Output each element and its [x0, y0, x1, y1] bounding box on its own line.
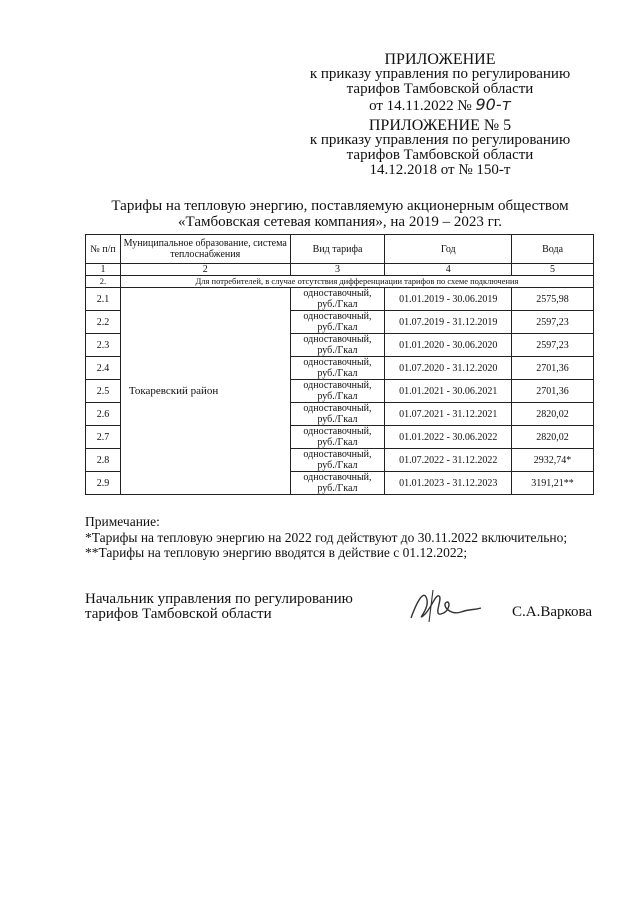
row-period: 01.01.2019 - 30.06.2019: [385, 288, 512, 311]
row-type: одноставочный, руб./Гкал: [290, 334, 385, 357]
row-value: 2597,23: [512, 311, 594, 334]
signature-graphic: [405, 586, 485, 626]
appendix-header: [290, 52, 590, 114]
row-period: 01.07.2022 - 31.12.2022: [385, 449, 512, 472]
row-type: одноставочный, руб./Гкал: [290, 380, 385, 403]
row-value: 2932,74*: [512, 449, 594, 472]
row-value: 2701,36: [512, 380, 594, 403]
row-value: 2820,02: [512, 403, 594, 426]
appendix-date-text: от 14.11.2022 №: [369, 98, 472, 114]
appendix-date: [290, 97, 590, 114]
row-period: 01.01.2022 - 30.06.2022: [385, 426, 512, 449]
row-num: 2.8: [86, 449, 121, 472]
header-num: № п/п: [86, 235, 121, 264]
order-number-handwritten: 90-т: [475, 95, 511, 114]
appendix5-line3: 14.12.2018 от № 150-т: [369, 162, 511, 178]
row-num: 2.1: [86, 288, 121, 311]
position-line1: Начальник управления по регулированию: [85, 591, 353, 607]
row-period: 01.07.2019 - 31.12.2019: [385, 311, 512, 334]
col-number: 1: [86, 264, 121, 276]
signatory-name: С.А.Варкова: [512, 604, 593, 620]
row-period: 01.07.2021 - 31.12.2021: [385, 403, 512, 426]
header-year: Год: [385, 235, 512, 264]
appendix-title: ПРИЛОЖЕНИЕ: [384, 51, 496, 68]
row-type: одноставочный, руб./Гкал: [290, 311, 385, 334]
row-num: 2.5: [86, 380, 121, 403]
header-municipality: Муниципальное образование, система теплоснабжения: [120, 235, 290, 264]
row-num: 2.2: [86, 311, 121, 334]
header-tariff-type: Вид тарифа: [290, 235, 385, 264]
row-type: одноставочный, руб./Гкал: [290, 288, 385, 311]
appendix5-line1: к приказу управления по регулированию: [309, 132, 571, 148]
note-2: **Тарифы на тепловую энергию вводятся в действие с 01.12.2022;: [85, 545, 468, 560]
col-number: 3: [290, 264, 385, 276]
appendix5-line2: тарифов Тамбовской области: [346, 147, 534, 163]
table-header-row: [86, 235, 594, 264]
appendix5-title: ПРИЛОЖЕНИЕ № 5: [368, 117, 512, 134]
row-period: 01.01.2023 - 31.12.2023: [385, 472, 512, 495]
handwritten-signature: [405, 586, 485, 631]
row-type: одноставочный, руб./Гкал: [290, 449, 385, 472]
tariff-table: [85, 234, 594, 495]
row-type: одноставочный, руб./Гкал: [290, 403, 385, 426]
row-num: 2.4: [86, 357, 121, 380]
row-type: одноставочный, руб./Гкал: [290, 426, 385, 449]
document-title-line2: «Тамбовская сетевая компания», на 2019 – 2023 гг.: [178, 214, 502, 230]
signatory-position: [85, 592, 353, 622]
row-value: 2575,98: [512, 288, 594, 311]
header-water: Вода: [512, 235, 594, 264]
position-line2: тарифов Тамбовской области: [85, 606, 272, 622]
appendix5-header: [290, 118, 590, 178]
row-num: 2.6: [86, 403, 121, 426]
column-numbers-row: [86, 264, 594, 276]
row-period: 01.01.2020 - 30.06.2020: [385, 334, 512, 357]
col-number: 5: [512, 264, 594, 276]
row-value: 2701,36: [512, 357, 594, 380]
table-row: [86, 288, 594, 311]
row-value: 2820,02: [512, 426, 594, 449]
row-num: 2.3: [86, 334, 121, 357]
document-title-line1: Тарифы на тепловую энергию, поставляемую акционерным обществом: [111, 198, 569, 214]
col-number: 2: [120, 264, 290, 276]
appendix-line2: тарифов Тамбовской области: [346, 81, 534, 97]
municipality-cell: Токаревский район: [120, 288, 290, 495]
section-text: Для потребителей, в случае отсутствия дифференциации тарифов по схеме подключения: [120, 276, 593, 288]
document-title: [90, 198, 590, 230]
section-num: 2.: [86, 276, 121, 288]
col-number: 4: [385, 264, 512, 276]
section-row: [86, 276, 594, 288]
row-type: одноставочный, руб./Гкал: [290, 472, 385, 495]
row-num: 2.9: [86, 472, 121, 495]
row-value: 2597,23: [512, 334, 594, 357]
appendix-line1: к приказу управления по регулированию: [309, 66, 571, 82]
row-period: 01.07.2020 - 31.12.2020: [385, 357, 512, 380]
notes-block: [85, 514, 567, 561]
row-type: одноставочный, руб./Гкал: [290, 357, 385, 380]
row-period: 01.01.2021 - 30.06.2021: [385, 380, 512, 403]
notes-title: Примечание:: [85, 514, 160, 529]
row-value: 3191,21**: [512, 472, 594, 495]
note-1: *Тарифы на тепловую энергию на 2022 год действуют до 30.11.2022 включительно;: [85, 529, 568, 545]
row-num: 2.7: [86, 426, 121, 449]
